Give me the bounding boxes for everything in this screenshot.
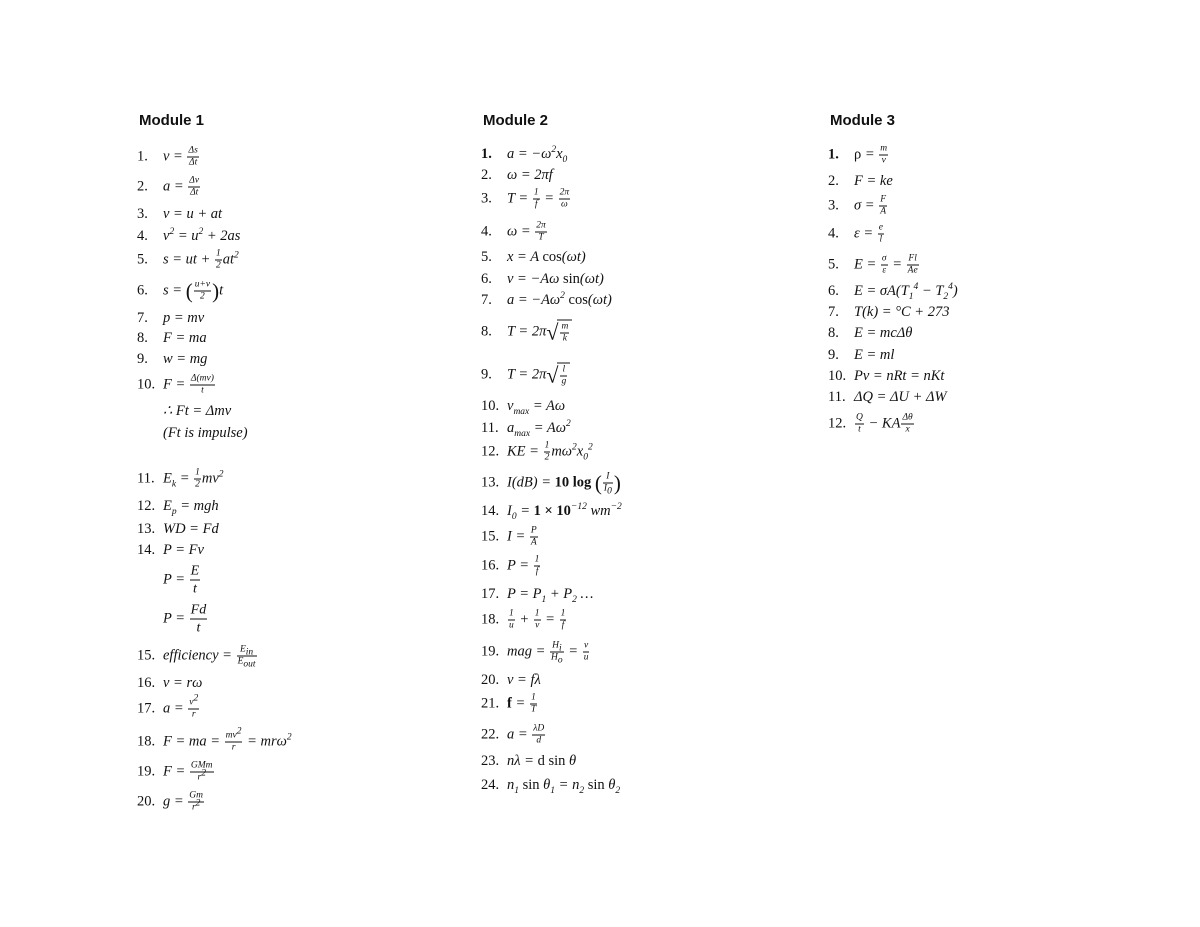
formula-expression: F = $\frac{\Delta(mv)}{t}$ [163, 373, 214, 396]
formula-expression: I = $\frac{P}{A}$ [507, 525, 537, 548]
formula-expression: ω = 2πf [507, 167, 553, 183]
formula-item: 8. E = mcΔθ [828, 325, 913, 341]
formula-expression: σ = $\frac{F}{A}$ [854, 194, 886, 217]
formula-expression: x = A cos(ωt) [507, 249, 586, 265]
module-1-title: Module 1 [139, 112, 205, 129]
formula-expression: $P = P_1 + P_2$ … [507, 586, 594, 605]
formula-item: 17. a = $\frac{v^2}{r}$ [137, 693, 199, 720]
formula-expression: WD = Fd [163, 521, 219, 537]
formula-expression: $v_{max} = A\omega$ [507, 398, 566, 417]
formula-item: 3. v = u + at [137, 206, 223, 222]
module-3-title: Module 3 [830, 112, 896, 129]
formula-expression: s = ( $\frac{u+v}{2}$ )t [163, 279, 224, 303]
formula-expression: $n_1$ $\sin \theta_1 = n_2$ $\sin \theta_2$ [507, 777, 621, 796]
formula-item: 14. P = Fv [137, 542, 204, 558]
formula-item: 11. $E_k$ = $\frac{1}{2}$ $mv^2$ [137, 467, 224, 490]
formula-item: 12. $E_p$ = mgh [137, 498, 219, 517]
formula-item: 8. T = 2π√ $\frac{m}{k}$ [481, 320, 572, 345]
formula-item: 9. w = mg [137, 351, 208, 367]
formula-item: 2. F = ke [828, 173, 893, 189]
formula-expression: $E_k$ = $\frac{1}{2}$ $mv^2$ [163, 467, 224, 490]
formula-item: 18. F = ma = $\frac{mv^2}{r}$ = mrω$^2$ [137, 726, 292, 753]
formula-expression: s = ut + $\frac{1}{2}$ $at^2$ [163, 248, 239, 271]
formula-expression: $a = -A\omega^2$ cos(ωt) [507, 291, 612, 308]
formula-item [137, 563, 201, 598]
formula-expression: F = ma [163, 330, 207, 346]
formula-expression: $a_{max} = A\omega^2$ [507, 419, 571, 439]
formula-expression: f = $\frac{1}{T}$ [507, 692, 537, 715]
formula-expression: $\frac{Q}{t}$ − KA $\frac{\Delta\theta}{x}$ [856, 412, 913, 435]
formula-item: 5. x = A cos(ωt) [481, 249, 586, 265]
formula-item: 2. ω = 2πf [481, 167, 553, 183]
formula-item: 19. F = $\frac{\text{GMm}}{r^2}$ [137, 760, 213, 783]
formula-item: 1. ρ = $\frac{m}{v}$ [828, 143, 888, 166]
formula-item: 7. T(k) = °C + 273 [828, 304, 950, 320]
formula-expression: $I_0 = 1 \times 10^{-12}$ $wm^{-2}$ [507, 502, 622, 522]
formula-expression: (Ft is impulse) [163, 425, 248, 441]
formula-expression: F = $\frac{\text{GMm}}{r^2}$ [163, 760, 213, 783]
formula-expression: F = ke [854, 173, 893, 189]
formula-item: 1. $a = -\omega^2x_0$ [481, 145, 568, 165]
formula-expression: $v^2 = u^2 + 2as$ [163, 227, 241, 244]
formula-expression: p = mv [163, 310, 205, 326]
formula-expression: F = ma = $\frac{mv^2}{r}$ = mrω$^2$ [163, 726, 292, 753]
formula-item: 2. a = $\frac{\Delta v}{\Delta t}$ [137, 175, 200, 198]
formula-expression: v = fλ [507, 672, 541, 688]
formula-expression: T(k) = °C + 273 [854, 304, 950, 320]
formula-expression: v = $\frac{\Delta s}{\Delta t}$ [163, 145, 198, 168]
formula-expression: ω = $\frac{2\pi}{T}$ [507, 220, 546, 243]
formula-expression: ε = $\frac{e}{l}$ [854, 222, 883, 245]
formula-item: 15. I = $\frac{P}{A}$ [481, 525, 537, 548]
formula-item: 4. ω = $\frac{2\pi}{T}$ [481, 220, 546, 243]
formula-expression: T = 2π√ $\frac{m}{k}$ [507, 323, 572, 339]
formula-item: 6. $E = \sigma A(T_1^4 - T_2^4)$ [828, 282, 958, 302]
formula-expression: E = mcΔθ [854, 325, 913, 341]
formula-expression: a = $\frac{\Delta v}{\Delta t}$ [163, 175, 200, 198]
formula-expression: P = $\frac{E}{t}$ [163, 563, 200, 597]
formula-expression: efficiency = $\frac{E_{in}}{E_{out}}$ [163, 644, 256, 670]
formula-item: 13. WD = Fd [137, 521, 219, 537]
formula-item: 20. g = $\frac{Gm}{r^2}$ [137, 790, 204, 813]
formula-item: 10. Pv = nRt = nKt [828, 368, 945, 384]
formula-item: 10. F = $\frac{\Delta(mv)}{t}$ [137, 373, 214, 396]
formula-expression: g = $\frac{Gm}{r^2}$ [163, 790, 204, 813]
formula-expression: P = Fv [163, 542, 204, 558]
module-2-title: Module 2 [483, 112, 549, 129]
formula-item: 23. nλ = d sin θ [481, 753, 577, 769]
formula-item: 3. σ = $\frac{F}{A}$ [828, 194, 886, 217]
formula-item: 6. v = −Aω sin(ωt) [481, 271, 604, 287]
formula-expression: $\frac{1}{u}$ + $\frac{1}{v}$ = $\frac{1}{f}$ [509, 608, 566, 631]
formula-item: 16. v = rω [137, 675, 203, 691]
formula-item: 15. efficiency = $\frac{E_{in}}{E_{out}}$ [137, 644, 256, 670]
formula-expression: a = $\frac{\lambda D}{d}$ [507, 723, 545, 746]
formula-item: 7. p = mv [137, 310, 205, 326]
formula-item: 5. E = $\frac{\sigma}{\varepsilon}$ = $\frac{Fl}{Ae}$ [828, 253, 918, 276]
formula-item: 6. s = ( $\frac{u+v}{2}$ )t [137, 279, 224, 303]
formula-item: 11. $a_{max} = A\omega^2$ [481, 419, 571, 439]
formula-expression: $a = -\omega^2x_0$ [507, 145, 568, 165]
formula-expression: ρ = $\frac{m}{v}$ [854, 143, 888, 166]
formula-item: 1. v = $\frac{\Delta s}{\Delta t}$ [137, 145, 198, 168]
formula-expression: ΔQ = ΔU + ΔW [854, 389, 947, 405]
formula-item: 13. I(dB) = 10 log ( $\frac{I}{I_0}$ ) [481, 471, 621, 497]
formula-expression: T = $\frac{1}{f}$ = $\frac{2\pi}{\omega}$ [507, 187, 570, 210]
formula-item: 9. T = 2π√ $\frac{l}{g}$ [481, 363, 570, 388]
formula-item: 4. $v^2 = u^2 + 2as$ [137, 227, 241, 244]
formula-expression: v = −Aω sin(ωt) [507, 271, 604, 287]
formula-item: 3. T = $\frac{1}{f}$ = $\frac{2\pi}{\omega}$ [481, 187, 570, 210]
formula-item: 19. mag = $\frac{H_i}{H_o}$ = $\frac{v}{u}$ [481, 640, 589, 666]
formula-item: 21. f = $\frac{1}{T}$ [481, 692, 537, 715]
formula-expression: nλ = d sin θ [507, 753, 577, 769]
formula-expression: KE = $\frac{1}{2}$ $m\omega^2x_0^2$ [507, 440, 593, 463]
formula-item: 7. $a = -A\omega^2$ cos(ωt) [481, 291, 612, 308]
formula-item: 17. $P = P_1 + P_2$ … [481, 586, 594, 605]
formula-expression: E = ml [854, 347, 895, 363]
formula-item: 4. ε = $\frac{e}{l}$ [828, 222, 883, 245]
formula-expression: v = u + at [163, 206, 223, 222]
formula-item: 12. KE = $\frac{1}{2}$ $m\omega^2x_0^2$ [481, 440, 593, 463]
formula-item: 9. E = ml [828, 347, 895, 363]
formula-expression: P = $\frac{1}{f}$ [507, 554, 540, 577]
formula-expression: $E_p$ = mgh [163, 498, 219, 517]
formula-item: 5. s = ut + $\frac{1}{2}$ $at^2$ [137, 248, 239, 271]
formula-expression: $E = \sigma A(T_1^4 - T_2^4)$ [854, 282, 958, 302]
formula-expression: a = $\frac{v^2}{r}$ [163, 693, 199, 720]
formula-expression: I(dB) = 10 log ( $\frac{I}{I_0}$ ) [507, 471, 621, 497]
formula-expression: Pv = nRt = nKt [854, 368, 945, 384]
formula-item: 14. $I_0 = 1 \times 10^{-12}$ $wm^{-2}$ [481, 502, 622, 522]
formula-item: 24. $n_1$ $\sin \theta_1 = n_2$ $\sin \theta_2$ [481, 777, 621, 796]
formula-item: 11. ΔQ = ΔU + ΔW [828, 389, 947, 405]
formula-item: 16. P = $\frac{1}{f}$ [481, 554, 540, 577]
formula-item: 22. a = $\frac{\lambda D}{d}$ [481, 723, 545, 746]
formula-item: 10. $v_{max} = A\omega$ [481, 398, 566, 417]
formula-expression: E = $\frac{\sigma}{\varepsilon}$ = $\frac{Fl}{Ae}$ [854, 253, 918, 276]
formula-item: 12. $\frac{Q}{t}$ − KA $\frac{\Delta\theta}{x}$ [828, 412, 913, 435]
formula-item: 8. F = ma [137, 330, 207, 346]
formula-expression: T = 2π√ $\frac{l}{g}$ [507, 366, 570, 382]
formula-expression: v = rω [163, 675, 203, 691]
formula-expression: P = $\frac{Fd}{t}$ [163, 602, 207, 636]
formula-item [137, 402, 231, 420]
formula-expression: w = mg [163, 351, 208, 367]
formula-item: 20. v = fλ [481, 672, 541, 688]
formula-item [137, 602, 208, 637]
formula-expression: mag = $\frac{H_i}{H_o}$ = $\frac{v}{u}$ [507, 640, 589, 666]
formula-item: 18. $\frac{1}{u}$ + $\frac{1}{v}$ = $\frac{1}{f}$ [481, 608, 566, 631]
formula-expression: ∴ Ft = Δmv [163, 403, 232, 419]
formula-item [137, 424, 248, 442]
